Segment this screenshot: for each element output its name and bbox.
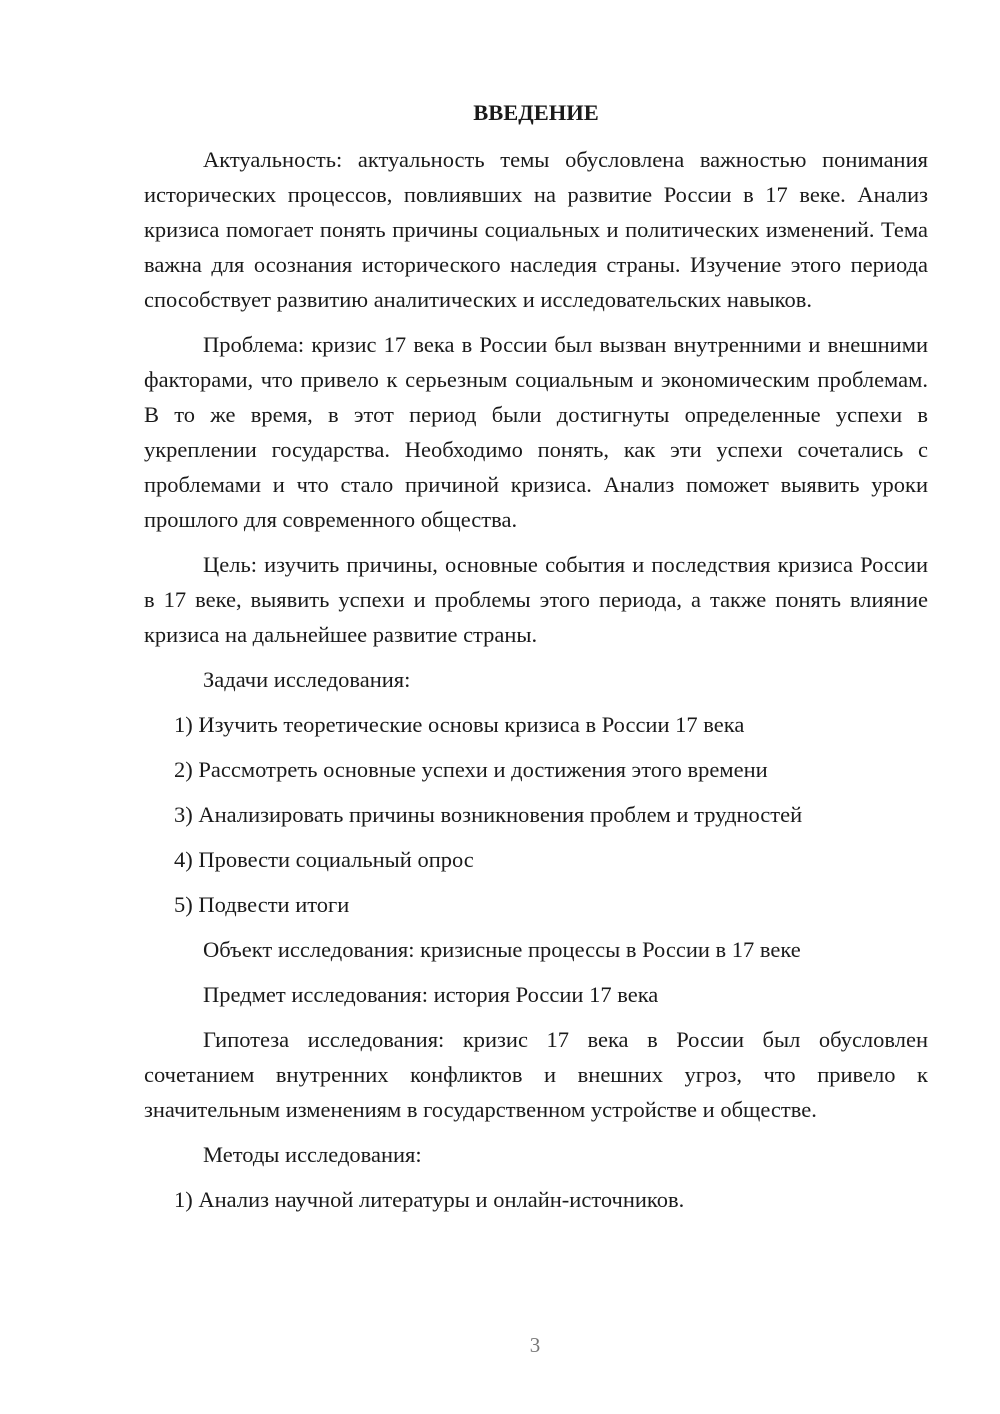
paragraph-problem: Проблема: кризис 17 века в России был вызван внутренними и внешними факторами, что привело к серьезным социальным и экономическим проблемам. В то же время, в этот период были достигнуты определенные успехи в укреплении государства. Необходимо понять, как эти успехи сочетались с проблемами и что стало причиной кризиса. Анализ поможет выявить уроки прошлого для современного общества. — [144, 332, 928, 532]
research-object: Объект исследования: кризисные процессы в России в 17 веке — [203, 937, 801, 962]
document-page — [144, 95, 928, 1227]
task-item-1: 1) Изучить теоретические основы кризиса в России 17 века — [174, 712, 745, 737]
paragraph-goal: Цель: изучить причины, основные события и последствия кризиса России в 17 веке, выявить успехи и проблемы этого периода, а также понять влияние кризиса на дальнейшее развитие страны. — [144, 552, 928, 647]
paragraph-hypothesis: Гипотеза исследования: кризис 17 века в России был обусловлен сочетанием внутренних конфликтов и внешних угроз, что привело к значительным изменениям в государственном устройстве и обществе. — [144, 1027, 928, 1122]
task-item-2: 2) Рассмотреть основные успехи и достижения этого времени — [174, 757, 768, 782]
task-item-4: 4) Провести социальный опрос — [174, 847, 474, 872]
page-number: 3 — [529, 1333, 541, 1357]
paragraph-relevance: Актуальность: актуальность темы обусловлена важностью понимания исторических процессов, повлиявших на развитие России в 17 веке. Анализ кризиса помогает понять причины социальных и политических изменений. Тема важна для осознания исторического наследия страны. Изучение этого периода способствует развитию аналитических и исследовательских навыков. — [144, 147, 928, 312]
page-title: ВВЕДЕНИЕ — [473, 100, 599, 125]
research-subject: Предмет исследования: история России 17 века — [203, 982, 659, 1007]
methods-label: Методы исследования: — [203, 1142, 422, 1167]
task-item-3: 3) Анализировать причины возникновения проблем и трудностей — [174, 802, 803, 827]
tasks-label: Задачи исследования: — [203, 667, 411, 692]
method-item-1: 1) Анализ научной литературы и онлайн-источников. — [174, 1187, 685, 1212]
task-item-5: 5) Подвести итоги — [174, 892, 350, 917]
